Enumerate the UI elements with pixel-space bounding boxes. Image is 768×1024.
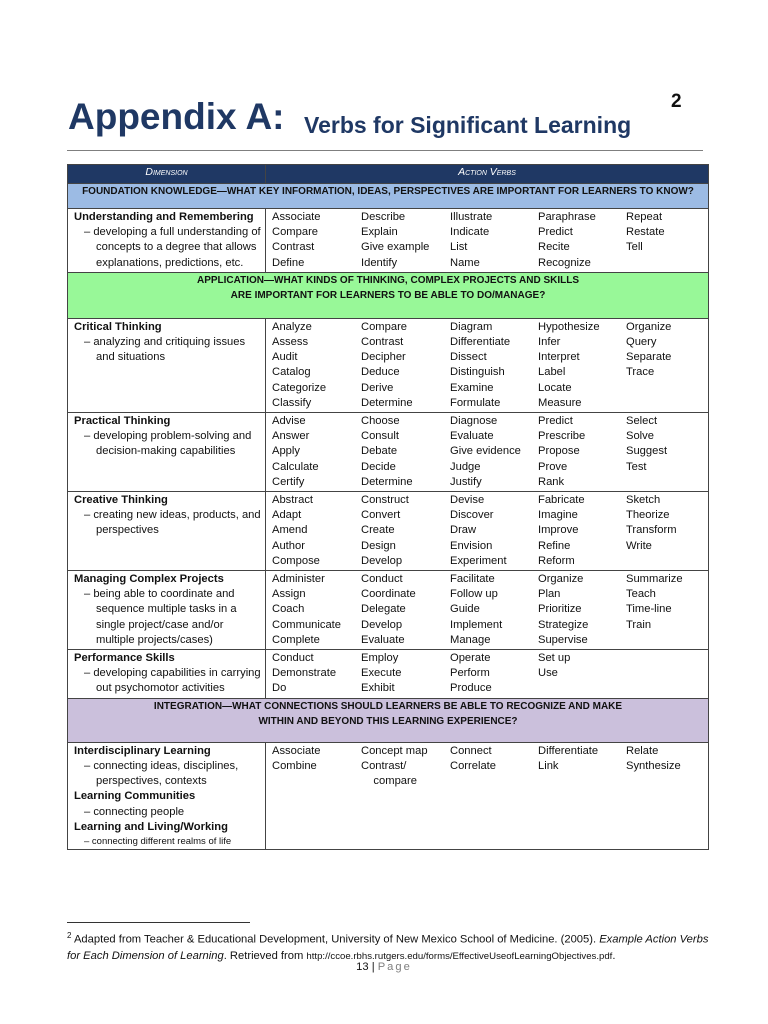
dimension-cell [68,492,266,571]
action-verb: Operate [450,652,491,665]
action-verb: Indicate [450,226,490,239]
action-verb: Reform [538,554,575,567]
action-verb: Discover [450,509,494,522]
action-verb: Convert [361,509,401,522]
section-title [68,272,709,318]
action-verb: Derive [361,381,394,394]
action-verb: Draw [450,524,477,537]
action-verb: Justify [450,475,482,488]
action-verb: Train [626,618,652,631]
action-verb: Follow up [450,588,498,601]
action-verb: Adapt [272,509,302,522]
page-label: Page [377,961,412,973]
dimension-description: – creating new ideas, products, and perspectives [84,509,261,537]
dimension-row [68,571,709,650]
action-verb: Analyze [272,320,312,333]
integration-row [68,742,709,849]
action-verb: Envision [450,539,493,552]
action-verb: Time-line [626,603,672,616]
action-verb: Summarize [626,573,683,586]
action-verb: Certify [272,475,305,488]
section-application [68,272,709,318]
section-title [68,698,709,742]
action-verb: Evaluate [361,633,405,646]
action-verb: Plan [538,588,561,601]
action-verb: Apply [272,445,300,458]
action-verb: Label [538,366,566,379]
footnote [67,928,717,965]
dimension-title: Interdisciplinary Learning [74,744,211,757]
action-verb: Define [272,256,305,269]
action-verb: Use [538,667,558,680]
dimension-description: – connecting people [84,805,185,818]
dimension-description: – being able to coordinate and sequence multiple tasks in a single project/case and/or multiple projects/cases) [84,588,237,646]
action-verb: Construct [361,494,409,507]
table-header [68,165,709,184]
action-verb: Perform [450,667,490,680]
action-verb: Solve [626,430,654,443]
action-verb [626,554,708,569]
action-verb: Test [626,460,647,473]
footnote-text: . [612,949,616,962]
footnote-rule [67,922,250,923]
action-verb: Trace [626,366,655,379]
dimension-description: – developing a full understanding of concepts to a degree that allows explanations, predictions, etc. [84,226,261,269]
action-verb: Transform [626,524,677,537]
action-verb: Explain [361,226,398,239]
action-verb: Calculate [272,460,319,473]
action-verb: Develop [361,618,403,631]
action-verb: Author [272,539,305,552]
heading-footnote-ref: 2 [671,91,682,112]
dimension-title: Practical Thinking [74,415,171,428]
dimension-title: Critical Thinking [74,320,162,333]
action-verb [626,396,708,411]
action-verb: Prescribe [538,430,586,443]
action-verb: Paraphrase [538,211,596,223]
verb-grid [272,414,708,490]
action-verb: Query [626,336,657,349]
verbs-cell [266,413,709,492]
action-verb: Advise [272,415,306,428]
action-verb [626,475,708,490]
action-verb: Execute [361,667,402,680]
dimension-description: – connecting ideas, disciplines, perspectives, contexts [84,759,239,788]
verbs-table [67,164,709,850]
action-verb: Implement [450,618,503,631]
dimension-description: – analyzing and critiquing issues and situations [84,336,246,364]
action-verb: Predict [538,226,573,239]
action-verb: Refine [538,539,571,552]
action-verb: Diagnose [450,415,498,428]
action-verb: Experiment [450,554,507,567]
dimension-row [68,318,709,412]
action-verb: Teach [626,588,656,601]
action-verb: Correlate [450,759,497,772]
verb-grid [272,493,708,569]
action-verb: Differentiate [450,336,511,349]
heading-rule [67,150,703,151]
action-verb: Relate [626,744,659,757]
action-verb: Answer [272,430,310,443]
verbs-cell [266,492,709,571]
action-verb [626,651,708,666]
action-verb: Tell [626,241,643,254]
action-verb: Theorize [626,509,670,522]
action-verb: Evaluate [450,430,494,443]
dimension-row [68,650,709,699]
action-verb: Debate [361,445,398,458]
action-verb: Contrast [361,336,404,349]
action-verb: Demonstrate [272,667,337,680]
action-verb: Combine [272,759,317,772]
dimension-description: – developing capabilities in carrying out psychomotor activities [84,667,261,695]
action-verb: Improve [538,524,579,537]
dimension-row [68,492,709,571]
action-verb: Associate [272,211,321,223]
action-verb: Contrast [272,241,315,254]
action-verb: Administer [272,573,325,586]
section-integration [68,698,709,742]
action-verb: Deduce [361,366,400,379]
action-verb: Compose [272,554,320,567]
heading-subtitle: Verbs for Significant Learning [304,112,632,138]
action-verb: Classify [272,396,312,409]
section-title: FOUNDATION KNOWLEDGE—WHAT KEY INFORMATION, IDEAS, PERSPECTIVES ARE IMPORTANT FOR LEARNERS TO KNOW? [68,184,709,209]
action-verb: Amend [272,524,308,537]
section-title-line: ARE IMPORTANT FOR LEARNERS TO BE ABLE TO DO/MANAGE? [230,289,546,301]
action-verb: Suggest [626,445,668,458]
action-verb: Manage [450,633,491,646]
action-verb: Give example [361,241,430,254]
action-verb: Imagine [538,509,578,522]
verb-grid [272,572,708,648]
action-verb: List [450,241,468,254]
action-verb: Name [450,256,480,269]
action-verb [626,256,708,271]
action-verb: Associate [272,744,321,757]
action-verb: Recite [538,241,570,254]
action-verb: Restate [626,226,665,239]
verb-grid [272,651,708,697]
verbs-cell [266,650,709,699]
header-action-verbs: Action Verbs [266,165,709,184]
action-verb: Propose [538,445,580,458]
header-dimension: Dimension [68,165,266,184]
section-title-line: WITHIN AND BEYOND THIS LEARNING EXPERIENCE? [258,715,518,727]
action-verb: Produce [450,682,492,695]
action-verb: Formulate [450,396,501,409]
action-verb: Abstract [272,494,314,507]
action-verb: Determine [361,475,413,488]
action-verb: Interpret [538,351,580,364]
action-verb: Measure [538,396,582,409]
action-verb: Examine [450,381,494,394]
section-title-line: APPLICATION—WHAT KINDS OF THINKING, COMPLEX PROJECTS AND SKILLS [196,274,580,286]
dimension-cell [68,413,266,492]
page-footer [0,961,768,973]
verbs-cell [266,318,709,412]
dimension-title: Understanding and Remembering [74,211,254,223]
action-verb: Organize [626,320,672,333]
verbs-cell [266,209,709,273]
action-verb: Infer [538,336,561,349]
footnote-title: Example Action Verbs for Each Dimension of Learning [67,933,709,962]
action-verb [626,381,708,396]
action-verb: Sketch [626,494,661,507]
action-verb: Decide [361,460,396,473]
verbs-cell [266,571,709,650]
action-verb: Do [272,682,287,695]
action-verb: Facilitate [450,573,495,586]
action-verb: Catalog [272,366,311,379]
action-verb: Determine [361,396,413,409]
dimension-row [68,413,709,492]
action-verb: Audit [272,351,298,364]
action-verb: Conduct [361,573,403,586]
action-verb: Differentiate [538,744,599,757]
action-verb: Coordinate [361,588,416,601]
action-verb: Fabricate [538,494,585,507]
action-verb: Link [538,759,559,772]
action-verb [626,633,708,648]
action-verb: Strategize [538,618,589,631]
verb-grid [272,210,708,271]
action-verb: Organize [538,573,584,586]
dimension-title: Learning Communities [74,790,196,803]
dimension-cell [68,571,266,650]
section-foundation-knowledge [68,184,709,209]
action-verb: Consult [361,430,399,443]
action-verb [538,681,626,696]
action-verb: Predict [538,415,573,428]
action-verb [626,681,708,696]
action-verb: Illustrate [450,211,493,223]
action-verb: Design [361,539,396,552]
dimension-title: Performance Skills [74,652,175,665]
action-verb: Devise [450,494,485,507]
action-verb: Choose [361,415,400,428]
action-verb: Repeat [626,211,663,223]
action-verb: Set up [538,652,571,665]
action-verb: Compare [272,226,319,239]
dimension-title: Managing Complex Projects [74,573,224,586]
action-verb: Categorize [272,381,327,394]
action-verb: Hypothesize [538,320,600,333]
action-verb: Describe [361,211,406,223]
dimension-cell [68,318,266,412]
action-verb: Recognize [538,256,591,269]
dimension-description: – connecting different realms of life [84,835,232,847]
action-verb: Assess [272,336,309,349]
footnote-url: http://ccoe.rbhs.rutgers.edu/forms/EffectiveUseofLearningObjectives.pdf [306,950,613,962]
action-verb: Separate [626,351,672,364]
action-verb: Distinguish [450,366,505,379]
section-title-line: INTEGRATION—WHAT CONNECTIONS SHOULD LEARNERS BE ABLE TO RECOGNIZE AND MAKE [153,700,623,712]
action-verb: Select [626,415,658,428]
dimension-title: Learning and Living/Working [74,820,228,833]
action-verb: Concept map [361,744,428,757]
action-verb: Develop [361,554,403,567]
action-verb: Identify [361,256,398,269]
action-verb: Conduct [272,652,314,665]
action-verb: Compare [361,320,408,333]
dimension-cell [68,209,266,273]
action-verb: Communicate [272,618,342,631]
action-verb: Complete [272,633,320,646]
action-verb: Judge [450,460,481,473]
dimension-description: – developing problem-solving and decision-making capabilities [84,430,252,458]
action-verb: Employ [361,652,399,665]
heading-main: Appendix A: [68,96,285,137]
dimension-cell [68,650,266,699]
action-verb: Prioritize [538,603,582,616]
action-verb: Synthesize [626,759,681,772]
page-heading [68,91,708,142]
action-verb: Write [626,539,652,552]
page-separator: | [368,961,378,973]
action-verb: Rank [538,475,565,488]
action-verb: Dissect [450,351,487,364]
action-verb: Supervise [538,633,588,646]
dimension-title: Creative Thinking [74,494,168,507]
action-verb [626,666,708,681]
action-verb: Locate [538,381,572,394]
integration-verbs [266,742,709,849]
action-verb: Diagram [450,320,493,333]
action-verb: Give evidence [450,445,521,458]
action-verb: Contrast/ compare [361,759,417,788]
action-verb: Coach [272,603,305,616]
page-number: 13 [356,961,369,973]
action-verb: Guide [450,603,480,616]
action-verb: Decipher [361,351,406,364]
integration-dimensions [68,742,266,849]
action-verb: Assign [272,588,306,601]
dimension-row [68,209,709,273]
action-verb: Connect [450,744,492,757]
footnote-text: . Retrieved from [223,949,307,962]
footnote-text: Adapted from Teacher & Educational Development, University of New Mexico School of Medicine. (2005). [73,933,600,946]
verb-grid [272,320,708,411]
action-verb: Create [361,524,395,537]
action-verb: Exhibit [361,682,395,695]
action-verb: Delegate [361,603,406,616]
footnote-number: 2 [67,931,72,940]
action-verb: Prove [538,460,568,473]
